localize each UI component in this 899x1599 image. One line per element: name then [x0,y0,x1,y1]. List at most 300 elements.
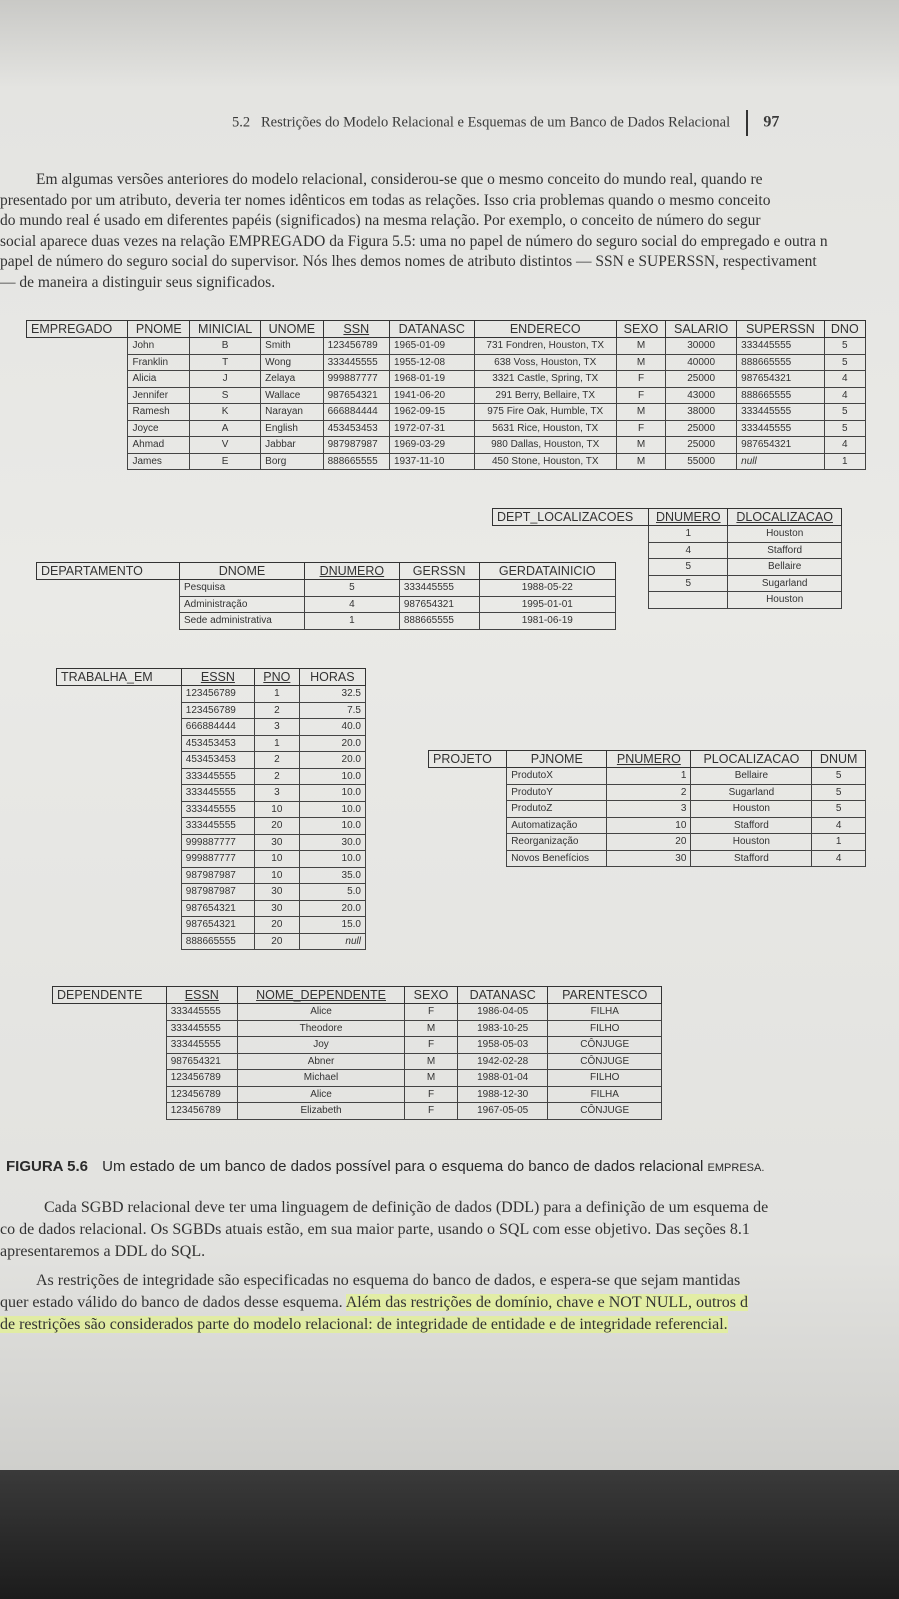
table-row [27,420,866,437]
table-cell: 888665555 [181,933,254,950]
column-header: PNUMERO [607,751,691,768]
table-cell: Stafford [728,542,842,559]
table-cell: Jabbar [261,437,323,454]
table-cell: Pesquisa [180,580,305,597]
spacer-cell [27,420,128,437]
table-cell: 333445555 [181,801,254,818]
table-cell: B [190,338,261,355]
table-cell: E [190,453,261,470]
spacer-cell [57,851,182,868]
spacer-cell [429,801,507,818]
table-row [53,1086,662,1103]
column-header: PLOCALIZACAO [691,751,812,768]
table-cell: 4 [824,387,865,404]
table-cell: M [616,437,665,454]
table-cell: Houston [691,834,812,851]
table-row [27,453,866,470]
spacer-cell [27,404,128,421]
table-cell: F [616,387,665,404]
spacer-cell [37,580,180,597]
table-cell: 30 [254,884,299,901]
table-cell: 3321 Castle, Spring, TX [474,371,616,388]
table-cell: 987987987 [181,884,254,901]
spacer-cell [57,867,182,884]
figure-label: FIGURA 5.6 [6,1158,88,1175]
table-cell: Reorganização [507,834,607,851]
table-cell: M [405,1053,458,1070]
ddl-paragraph [0,1197,899,1263]
table-cell: 987987987 [181,867,254,884]
table-cell: 123456789 [166,1086,237,1103]
table-row [57,785,366,802]
table-cell: Michael [237,1070,404,1087]
table-row [57,686,366,703]
table-cell: Houston [728,526,842,543]
table-cell: Novos Benefícios [507,850,607,867]
table-cell: 5.0 [299,884,365,901]
table-cell: Abner [237,1053,404,1070]
table-cell: M [616,453,665,470]
table-cell: S [190,387,261,404]
table-cell: 987654321 [737,371,824,388]
spacer-cell [429,768,507,785]
table-row [57,867,366,884]
table-row [429,801,866,818]
table-cell: 25000 [666,420,737,437]
table-row [27,387,866,404]
spacer-cell [57,900,182,917]
text-line: papel de número do seguro social do supervisor. Nós lhes demos nomes de atributo distintos — SSN e SUPERSSN, respectivament [0,253,817,270]
header-divider [746,110,748,136]
table-row [57,752,366,769]
spacer-cell [53,1070,167,1087]
column-header: DATANASC [389,321,474,338]
table-cell: 987654321 [181,900,254,917]
spacer-cell [57,818,182,835]
text-line: apresentaremos a DDL do SQL. [0,1243,206,1260]
table-row [27,371,866,388]
table-cell: 980 Dallas, Houston, TX [474,437,616,454]
table-cell: 987654321 [399,596,479,613]
table-cell: Ramesh [128,404,190,421]
table-cell: 1 [607,768,691,785]
column-header: DNO [824,321,865,338]
spacer-cell [57,785,182,802]
table-cell: 5 [649,575,728,592]
table-cell: Wong [261,354,323,371]
highlighted-text: de restrições são considerados parte do modelo relacional: de integridade de entidade e de integridade referencial. [0,1316,728,1333]
table-cell: F [616,371,665,388]
table-cell: 1972-07-31 [389,420,474,437]
column-header: SALARIO [666,321,737,338]
table-cell: F [405,1037,458,1054]
table-cell: 5 [812,801,866,818]
table-cell: Zelaya [261,371,323,388]
table-cell: 1942-02-28 [457,1053,548,1070]
table-cell: 333445555 [399,580,479,597]
table-cell: John [128,338,190,355]
relation-name: DEPARTAMENTO [37,563,180,580]
text-line: co de dados relacional. Os SGBDs atuais estão, em sua maior parte, usando o SQL com esse objetivo. Das seções 8.1 [0,1221,750,1238]
text-line: social aparece duas vezes na relação EMPREGADO da Figura 5.5: uma no papel de número do seguro social do empregado e outra n [0,232,828,250]
table-row [53,1103,662,1120]
column-header: GERSSN [399,563,479,580]
table-cell: T [190,354,261,371]
table-row [53,1004,662,1021]
spacer-cell [27,453,128,470]
spacer-cell [53,1053,167,1070]
table-cell: 1988-05-22 [479,580,615,597]
table-cell: M [616,338,665,355]
table-cell: Bellaire [691,768,812,785]
table-cell: 20 [254,933,299,950]
spacer-cell [57,884,182,901]
table-cell: 1 [254,686,299,703]
table-cell: 20.0 [299,735,365,752]
table-cell: James [128,453,190,470]
table-row [37,613,616,630]
text-line: As restrições de integridade são especificadas no esquema do banco de dados, e espera-se que sejam mantidas [36,1272,741,1289]
text-line: — de maneira a distinguir seus significados. [0,273,276,291]
column-header: PNO [254,669,299,686]
table-cell: M [405,1070,458,1087]
spacer-cell [53,1020,167,1037]
table-cell: 4 [824,437,865,454]
table-row [57,834,366,851]
table-cell: 888665555 [737,354,824,371]
table-cell: null [737,453,824,470]
table-cell: 333445555 [737,404,824,421]
spacer-cell [37,596,180,613]
table-cell: 1955-12-08 [389,354,474,371]
spacer-cell [57,834,182,851]
table-row [429,817,866,834]
table-cell: 10 [254,867,299,884]
table-cell: 333445555 [181,818,254,835]
table-cell: 10.0 [299,768,365,785]
table-cell: 32.5 [299,686,365,703]
table-cell: 10 [607,817,691,834]
figure-caption [6,1158,764,1175]
table-cell: Stafford [691,817,812,834]
table-cell: 666884444 [181,719,254,736]
column-header: PARENTESCO [548,987,662,1004]
spacer-cell [37,613,180,630]
table-cell: Sugarland [691,784,812,801]
spacer-cell [53,1103,167,1120]
highlighted-text: Além das restrições de domínio, chave e NOT NULL, outros d [345,1294,748,1311]
table-cell: 987654321 [166,1053,237,1070]
table-cell: 1 [304,613,399,630]
table-cell: Alice [237,1004,404,1021]
table-cell: F [405,1103,458,1120]
table-row [57,884,366,901]
spacer-cell [27,354,128,371]
table-cell: Franklin [128,354,190,371]
relation-name: PROJETO [429,751,507,768]
table-row [53,1053,662,1070]
table-cell: 999887777 [181,834,254,851]
table-cell: 888665555 [323,453,389,470]
page-number: 97 [763,113,780,131]
relation-name: DEPT_LOCALIZACOES [493,509,649,526]
table-cell: 20 [607,834,691,851]
table-cell: 20.0 [299,752,365,769]
table-cell: 975 Fire Oak, Humble, TX [474,404,616,421]
table-row [53,1037,662,1054]
text-line: presentado por um atributo, deveria ter nomes idênticos em todas as relações. Isso cria problemas quando o mesmo conceito [0,191,771,209]
table-row [429,768,866,785]
table-cell: 2 [254,768,299,785]
table-cell: ProdutoX [507,768,607,785]
table-cell: 3 [254,719,299,736]
spacer-cell [57,933,182,950]
spacer-cell [27,338,128,355]
spacer-cell [53,1037,167,1054]
table-cell: 40000 [666,354,737,371]
table-row [57,768,366,785]
spacer-cell [27,371,128,388]
table-cell: 333445555 [737,420,824,437]
table-cell: 4 [812,817,866,834]
table-row [57,917,366,934]
table-cell: 38000 [666,404,737,421]
table-cell: 1 [824,453,865,470]
table-row [27,437,866,454]
spacer-cell [57,702,182,719]
table-cell: 123456789 [166,1070,237,1087]
table-cell: 7.5 [299,702,365,719]
table-cell: 888665555 [737,387,824,404]
table-row [57,900,366,917]
table-cell: 10 [254,851,299,868]
table-cell: M [616,354,665,371]
table-cell: 30.0 [299,834,365,851]
column-header: NOME_DEPENDENTE [237,987,404,1004]
table-row [493,526,842,543]
table-cell: Automatização [507,817,607,834]
table-cell: 4 [812,850,866,867]
spacer-cell [429,817,507,834]
table-cell: 1968-01-19 [389,371,474,388]
spacer-cell [493,526,649,543]
table-cell: 10 [254,801,299,818]
table-cell: Sede administrativa [180,613,305,630]
table-cell: 1937-11-10 [389,453,474,470]
spacer-cell [57,801,182,818]
column-header: MINICIAL [190,321,261,338]
column-header: DNOME [180,563,305,580]
text-line [0,1292,899,1314]
table-cell: Bellaire [728,559,842,576]
table-cell: CÔNJUGE [548,1103,662,1120]
table-row [429,850,866,867]
table-cell: Houston [691,801,812,818]
column-header: GERDATAINICIO [479,563,615,580]
table-cell: 2 [254,752,299,769]
table-cell: Elizabeth [237,1103,404,1120]
table-cell: 5 [824,338,865,355]
table-row [27,338,866,355]
column-header: DLOCALIZACAO [728,509,842,526]
table-cell: 731 Fondren, Houston, TX [474,338,616,355]
intro-paragraph [0,170,899,293]
table-cell: 4 [649,542,728,559]
table-row [57,702,366,719]
table-cell: K [190,404,261,421]
table-cell [649,592,728,609]
table-cell: 453453453 [181,752,254,769]
table-cell: 1988-12-30 [457,1086,548,1103]
table-cell: 5631 Rice, Houston, TX [474,420,616,437]
table-cell: 30 [254,900,299,917]
section-number: 5.2 [232,114,251,131]
integrity-paragraph [0,1270,899,1336]
table-row [57,735,366,752]
column-header: DNUMERO [649,509,728,526]
table-cell: Alice [237,1086,404,1103]
table-cell: 450 Stone, Houston, TX [474,453,616,470]
table-cell: 333445555 [166,1020,237,1037]
table-cell: 3 [254,785,299,802]
column-header: SEXO [616,321,665,338]
text-span: quer estado válido do banco de dados desse esquema. [0,1294,346,1311]
table-cell: 1969-03-29 [389,437,474,454]
table-cell: Narayan [261,404,323,421]
spacer-cell [27,437,128,454]
table-cell: CÔNJUGE [548,1037,662,1054]
table-cell: 30000 [666,338,737,355]
table-cell: 5 [824,404,865,421]
table-cell: Ahmad [128,437,190,454]
table-row [429,784,866,801]
spacer-cell [53,1086,167,1103]
table-cell: Houston [728,592,842,609]
departamento-table [36,562,616,630]
figure-caption-text: Um estado de um banco de dados possível para o esquema do banco de dados relacional [102,1158,704,1175]
table-cell: 10.0 [299,801,365,818]
table-cell: 5 [824,420,865,437]
table-cell: ProdutoZ [507,801,607,818]
table-cell: 333445555 [323,354,389,371]
table-cell: 1967-05-05 [457,1103,548,1120]
table-cell: Theodore [237,1020,404,1037]
column-header: SEXO [405,987,458,1004]
table-cell: Wallace [261,387,323,404]
table-cell: English [261,420,323,437]
table-cell: 987654321 [181,917,254,934]
table-cell: M [616,404,665,421]
table-row [57,719,366,736]
spacer-cell [57,686,182,703]
table-row [493,542,842,559]
table-cell: Smith [261,338,323,355]
column-header: DNUMERO [304,563,399,580]
text-line: do mundo real é usado em diferentes papéis (significados) na mesma relação. Por exemplo, o conceito de número do segur [0,212,761,229]
table-cell: 20 [254,917,299,934]
column-header: DATANASC [457,987,548,1004]
trabalha-em-table [56,668,366,950]
table-row [57,801,366,818]
dependente-table [52,986,662,1120]
table-cell: FILHO [548,1070,662,1087]
page-header [232,110,899,136]
text-line: Cada SGBD relacional deve ter uma linguagem de definição de dados (DDL) para a definição de um esquema de [44,1199,769,1216]
column-header: PNOME [128,321,190,338]
table-cell: 333445555 [737,338,824,355]
table-row [53,1070,662,1087]
text-line [0,1314,899,1336]
text-line: Em algumas versões anteriores do modelo relacional, considerou-se que o mesmo conceito do mundo real, quando re [36,171,763,188]
spacer-cell [429,850,507,867]
table-cell: 5 [649,559,728,576]
spacer-cell [429,834,507,851]
spacer-cell [57,752,182,769]
table-row [57,933,366,950]
table-row [57,851,366,868]
table-cell: Sugarland [728,575,842,592]
table-cell: 987987987 [323,437,389,454]
table-cell: 1958-05-03 [457,1037,548,1054]
section-title: Restrições do Modelo Relacional e Esquemas de um Banco de Dados Relacional [261,114,731,131]
table-cell: 43000 [666,387,737,404]
table-cell: Joyce [128,420,190,437]
table-cell: FILHA [548,1004,662,1021]
table-cell: A [190,420,261,437]
table-cell: F [405,1004,458,1021]
table-cell: FILHO [548,1020,662,1037]
table-cell: 5 [304,580,399,597]
table-cell: ProdutoY [507,784,607,801]
table-cell: 333445555 [166,1004,237,1021]
table-cell: 1965-01-09 [389,338,474,355]
table-cell: 1981-06-19 [479,613,615,630]
table-cell: 5 [812,768,866,785]
table-row [37,596,616,613]
table-cell: 25000 [666,437,737,454]
table-cell: CÔNJUGE [548,1053,662,1070]
table-cell: 666884444 [323,404,389,421]
table-cell: Stafford [691,850,812,867]
table-cell: 1962-09-15 [389,404,474,421]
table-cell: FILHA [548,1086,662,1103]
table-cell: 1941-06-20 [389,387,474,404]
table-row [27,354,866,371]
table-cell: Borg [261,453,323,470]
table-cell: 1986-04-05 [457,1004,548,1021]
table-cell: 25000 [666,371,737,388]
table-cell: J [190,371,261,388]
relation-name: EMPREGADO [27,321,128,338]
column-header: HORAS [299,669,365,686]
table-cell: 5 [824,354,865,371]
column-header: ESSN [166,987,237,1004]
table-cell: 1983-10-25 [457,1020,548,1037]
projeto-table [428,750,866,867]
table-cell: 10.0 [299,818,365,835]
table-cell: 3 [607,801,691,818]
table-cell: 453453453 [181,735,254,752]
table-cell: Joy [237,1037,404,1054]
table-cell: 999887777 [323,371,389,388]
spacer-cell [57,719,182,736]
empregado-table [26,320,866,470]
table-cell: Jennifer [128,387,190,404]
table-cell: 999887777 [181,851,254,868]
table-cell: 123456789 [181,702,254,719]
spacer-cell [57,917,182,934]
table-cell: 1988-01-04 [457,1070,548,1087]
